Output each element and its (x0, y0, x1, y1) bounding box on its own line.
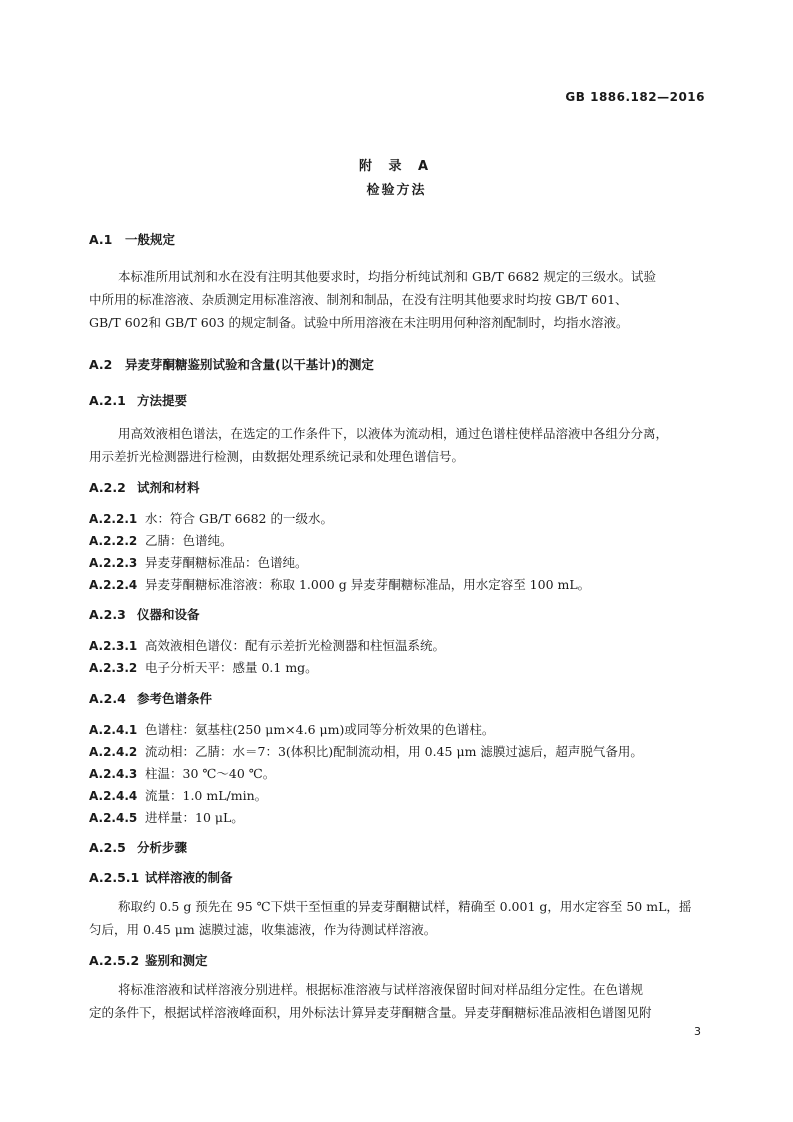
item-text: 异麦芽酮糖标准溶液：称取 1.000 g 异麦芽酮糖标准品，用水定容至 100 mL。 (145, 577, 591, 592)
heading-number: A.2.5.2 (89, 953, 140, 968)
heading-a1 (89, 230, 706, 248)
heading-number: A.2.5.1 (89, 870, 140, 885)
item-number: A.2.2.1 (89, 512, 138, 526)
heading-text: 鉴别和测定 (145, 953, 208, 968)
paragraph-line: 中所用的标准溶液、杂质测定用标准溶液、制剂和制品，在没有注明其他要求时均按 GB/T 601、 (89, 292, 628, 307)
heading-number: A.2.1 (89, 393, 126, 408)
heading-number: A.1 (89, 232, 113, 247)
item-text: 流量：1.0 mL/min。 (145, 788, 268, 803)
heading-number: A.2.3 (89, 607, 126, 622)
paragraph-line: 称取约 0.5 g 预先在 95 ℃下烘干至恒重的异麦芽酮糖试样，精确至 0.001 g，用水定容至 50 mL，摇 (118, 899, 692, 914)
heading-text: 参考色谱条件 (137, 691, 213, 706)
heading-text: 分析步骤 (137, 840, 188, 855)
heading-a252 (89, 951, 706, 969)
heading-text: 方法提要 (137, 393, 188, 408)
paragraph-line: 用示差折光检测器进行检测，由数据处理系统记录和处理色谱信号。 (89, 449, 465, 464)
heading-a251 (89, 868, 706, 886)
heading-text: 仪器和设备 (137, 607, 200, 622)
list-item (89, 742, 706, 760)
item-number: A.2.4.1 (89, 723, 138, 737)
paragraph-a252 (89, 978, 706, 1024)
item-text: 异麦芽酮糖标准品：色谱纯。 (145, 555, 308, 570)
list-item (89, 531, 706, 549)
paragraph-line: GB/T 602和 GB/T 603 的规定制备。试验中所用溶液在未注明用何种溶剂配制时，均指水溶液。 (89, 315, 629, 330)
item-text: 电子分析天平：感量 0.1 mg。 (145, 660, 318, 675)
item-text: 水：符合 GB/T 6682 的一级水。 (145, 511, 333, 526)
item-text: 色谱柱：氨基柱(250 μm×4.6 μm)或同等分析效果的色谱柱。 (145, 722, 495, 737)
list-item (89, 509, 706, 527)
heading-a25 (89, 838, 706, 856)
item-number: A.2.2.4 (89, 578, 138, 592)
paragraph-a251 (89, 895, 706, 941)
heading-a23 (89, 605, 706, 623)
heading-number: A.2.2 (89, 480, 126, 495)
paragraph-line: 用高效液相色谱法，在选定的工作条件下，以液体为流动相，通过色谱柱使样品溶液中各组分分离， (118, 426, 669, 441)
list-item (89, 553, 706, 571)
item-text: 流动相：乙腈：水＝7：3(体积比)配制流动相，用 0.45 μm 滤膜过滤后，超声脱气备用。 (145, 744, 643, 759)
item-text: 高效液相色谱仪：配有示差折光检测器和柱恒温系统。 (145, 638, 446, 653)
page-number: 3 (694, 1025, 701, 1038)
appendix-title: 检验方法 (366, 183, 427, 198)
heading-number: A.2 (89, 357, 113, 372)
item-number: A.2.3.2 (89, 661, 138, 675)
paragraph-a21 (89, 422, 706, 468)
item-number: A.2.4.5 (89, 811, 138, 825)
heading-text: 试样溶液的制备 (145, 870, 233, 885)
paragraph-line: 匀后，用 0.45 μm 滤膜过滤，收集滤液，作为待测试样溶液。 (89, 922, 437, 937)
heading-number: A.2.4 (89, 691, 126, 706)
list-item (89, 764, 706, 782)
item-number: A.2.4.2 (89, 745, 138, 759)
item-text: 乙腈：色谱纯。 (145, 533, 233, 548)
paragraph-line: 本标准所用试剂和水在没有注明其他要求时，均指分析纯试剂和 GB/T 6682 规定的三级水。试验 (118, 269, 656, 284)
list-item (89, 636, 706, 654)
heading-text: 一般规定 (125, 232, 176, 247)
heading-text: 异麦芽酮糖鉴别试验和含量(以干基计)的测定 (125, 357, 374, 372)
item-number: A.2.2.2 (89, 534, 138, 548)
item-number: A.2.3.1 (89, 639, 138, 653)
heading-number: A.2.5 (89, 840, 126, 855)
paragraph-a1 (89, 265, 706, 334)
list-item (89, 575, 706, 593)
item-number: A.2.4.3 (89, 767, 138, 781)
appendix-label: 附 录 A (358, 159, 435, 174)
heading-a2 (89, 355, 706, 373)
item-number: A.2.2.3 (89, 556, 138, 570)
heading-a24 (89, 689, 706, 707)
list-item (89, 720, 706, 738)
item-text: 柱温：30 ℃～40 ℃。 (145, 766, 276, 781)
item-text: 进样量：10 μL。 (145, 810, 244, 825)
list-item (89, 786, 706, 804)
heading-a21 (89, 391, 706, 409)
list-item (89, 658, 706, 676)
standard-number: GB 1886.182—2016 (565, 90, 705, 104)
item-number: A.2.4.4 (89, 789, 138, 803)
heading-text: 试剂和材料 (137, 480, 200, 495)
list-item (89, 808, 706, 826)
heading-a22 (89, 478, 706, 496)
paragraph-line: 将标准溶液和试样溶液分别进样。根据标准溶液与试样溶液保留时间对样品组分定性。在色谱规 (118, 982, 644, 997)
paragraph-line: 定的条件下，根据试样溶液峰面积，用外标法计算异麦芽酮糖含量。异麦芽酮糖标准品液相色谱图见附 (89, 1005, 652, 1020)
